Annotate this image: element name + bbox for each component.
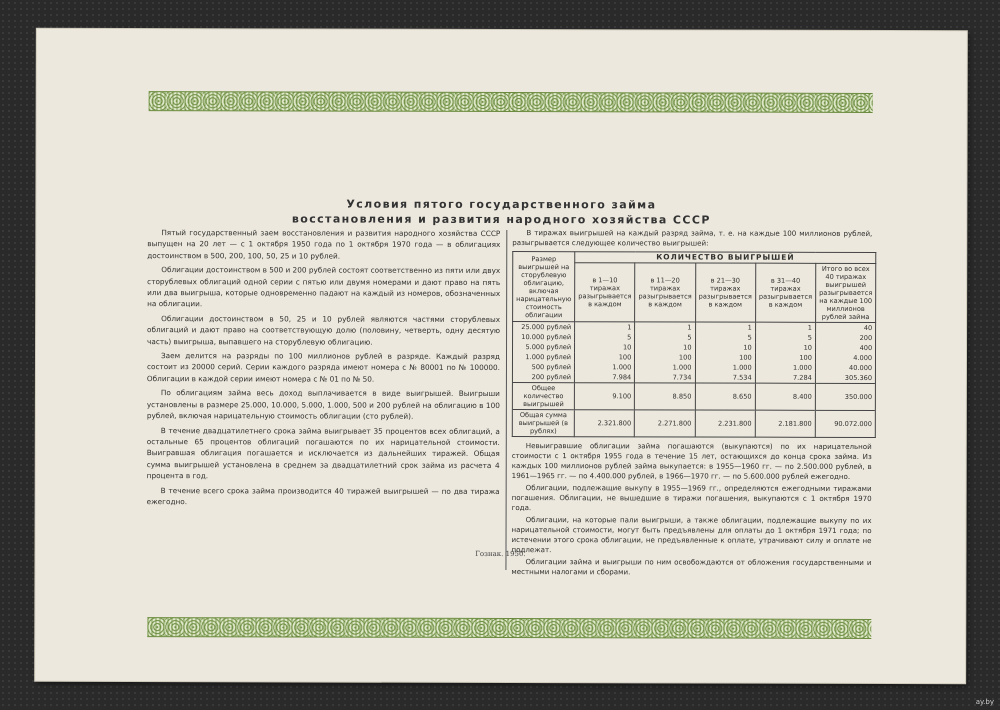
table-cell: 2.231.800 (695, 410, 755, 437)
table-cell: 5 (755, 333, 815, 343)
table-cell: 100 (695, 353, 755, 363)
prize-size: 5.000 рублей (513, 342, 575, 352)
column-divider (505, 230, 507, 570)
table-cell: 2.181.800 (755, 410, 815, 437)
site-watermark: ay.by (975, 698, 994, 706)
prize-size: 200 рублей (512, 372, 574, 383)
table-cell: 40.000 (815, 363, 875, 373)
table-row-total-sum (512, 410, 875, 438)
right-column-prizes (511, 228, 872, 580)
prize-size: 10.000 рублей (513, 332, 575, 342)
column-header: в 31—40 тиражах разыгрывается в каждом (755, 263, 815, 322)
prize-size: 1.000 рублей (512, 352, 574, 362)
table-cell: 8.650 (695, 383, 755, 410)
condition-paragraph: Облигации достоинством в 50, 25 и 10 рублей являются частями сторублевых облигаций и дают право на соответствующую долю (половину, четверть, одну десятую часть) выигрыша, выпавшего на сторублевую облигацию. (147, 313, 501, 347)
condition-paragraph: Заем делится на разряды по 100 миллионов рублей в разряде. Каждый разряд состоит из 20000 серий. Серии каждого разряда имеют номера с № 80001 по № 100000. Облигации в каждой серии имеют номера с № 01 по № 50. (146, 351, 501, 384)
table-cell: 400 (815, 343, 875, 353)
table-cell: 350.000 (815, 383, 875, 410)
table-cell: 7.534 (695, 373, 755, 384)
column-header: в 21—30 тиражах разыгрывается в каждом (695, 263, 755, 322)
prize-size-header: Размер выигрышей на сторублевую облигацию, включая нарицательную стоимость облигации (513, 252, 575, 322)
table-cell: 4.000 (815, 353, 875, 363)
prize-size: 500 рублей (512, 362, 574, 372)
table-cell: 7.284 (755, 373, 815, 384)
table-cell: 2.321.800 (574, 410, 634, 437)
table-cell: 10 (575, 342, 635, 352)
table-cell: 100 (575, 352, 635, 362)
table-cell: 1 (695, 322, 755, 333)
column-header-total: Итого во всех 40 тиражах выигрышей разыгрывается на каждые 100 миллионов рублей займа (816, 263, 876, 322)
table-cell: 5 (635, 332, 695, 342)
ornamental-border-bottom (147, 617, 871, 639)
note-paragraph: Облигации, подлежащие выкупу в 1955—1969 гг., определяются ежегодными тиражами погашения. Облигации, не вышедшие в тиражи погашения, выкупаются с 1 октября 1970 года. (511, 483, 872, 513)
table-cell: 2.271.800 (635, 410, 695, 437)
table-cell: 10 (635, 342, 695, 352)
table-row-total-count (512, 383, 875, 411)
table-cell: 7.734 (635, 372, 695, 383)
column-header: в 1—10 тиражах разыгрывается в каждом (575, 263, 635, 322)
document-title-line2: восстановления и развития народного хозяйства СССР (291, 212, 711, 227)
table-cell: 5 (575, 332, 635, 342)
table-cell: 1.000 (575, 362, 635, 372)
table-cell: 305.360 (815, 373, 875, 384)
note-paragraph: Облигации займа и выигрыши по ним освобождаются от обложения государственными и местными налогами и сборами. (511, 557, 872, 577)
condition-paragraph: В течение двадцатилетнего срока займа выигрывает 35 процентов всех облигаций, а остальные 65 процентов облигаций погашаются по их нарицательной стоимости. Выигравшая облигация погашается и исключается из дальнейших тиражей. Общая сумма выигрышей установлена в среднем за двадцатилетний срок займа из расчета 4 процента в год. (146, 425, 500, 481)
total-sum-label: Общая сумма выигрышей (в рублях) (512, 410, 574, 437)
condition-paragraph: Облигации достоинством в 500 и 200 рублей состоят соответственно из пяти или двух сторублевых облигаций одной серии с пятью или двумя номерами и дают право на пять или два выигрыша, которые одновременно падают на каждый из номеров, обозначенных на облигации. (147, 265, 501, 309)
table-cell: 1.000 (695, 363, 755, 373)
bond-reverse-sheet (35, 29, 967, 683)
table-cell: 1.000 (755, 363, 815, 373)
document-title-line1: Условия пятого государственного займа (346, 197, 657, 212)
table-cell: 100 (755, 353, 815, 363)
table-cell: 10 (695, 343, 755, 353)
table-cell: 40 (815, 322, 875, 333)
table-cell: 1 (635, 322, 695, 333)
table-cell: 200 (815, 333, 875, 343)
table-cell: 9.100 (574, 383, 634, 410)
quantity-header: КОЛИЧЕСТВО ВЫИГРЫШЕЙ (575, 252, 876, 264)
condition-paragraph: По облигациям займа весь доход выплачивается в виде выигрышей. Выигрыши установлены в размере 25.000, 10.000, 5.000, 1.000, 500 и 200 рублей на облигацию в 100 рублей, включая нарицательную стоимость облигации (сто рублей). (146, 388, 500, 421)
total-count-label: Общее количество выигрышей (512, 383, 574, 410)
table-cell: 8.400 (755, 383, 815, 410)
condition-paragraph: В течение всего срока займа производится 40 тиражей выигрышей — по два тиража ежегодно. (146, 485, 500, 507)
column-header: в 11—20 тиражах разыгрывается в каждом (635, 263, 695, 322)
condition-paragraph: Пятый государственный заем восстановления и развития народного хозяйства СССР выпущен на 20 лет — с 1 октября 1950 года по 1 октября 1970 года — в облигациях достоинством в 500, 200, 100, 50, 25 и 10 рублей. (147, 228, 501, 261)
left-column-conditions (147, 227, 501, 511)
printer-imprint: Гознак. 1950. (475, 549, 526, 559)
prize-size: 25.000 рублей (513, 322, 575, 333)
table-cell: 1.000 (635, 362, 695, 372)
table-cell: 8.850 (635, 383, 695, 410)
table-cell: 100 (635, 352, 695, 362)
table-cell: 5 (695, 333, 755, 343)
ornamental-border-top (149, 91, 873, 113)
prize-table (512, 251, 877, 438)
table-cell: 1 (575, 322, 635, 333)
table-cell: 7.984 (575, 372, 635, 383)
table-cell: 1 (755, 322, 815, 333)
table-cell: 90.072.000 (815, 410, 875, 437)
note-paragraph: Облигации, на которые пали выигрыши, а также облигации, подлежащие выкупу по их нарицательной стоимости, могут быть предъявлены для оплаты до 1 октября 1971 года; по истечении этого срока облигации, не предъявленные к оплате, утрачивают силу и оплате не подлежат. (511, 515, 872, 555)
table-cell: 10 (755, 343, 815, 353)
note-paragraph: Невыигравшие облигации займа погашаются (выкупаются) по их нарицательной стоимости с 1 октября 1955 года в течение 15 лет, остающихся до конца срока займа. Из каждых 100 миллионов рублей займа выкупается: в 1955—1960 гг. — по 2.500.000 рублей, в 1961—1965 гг. — по 4.400.000 рублей, в 1966—1970 гг. — по 5.600.000 рублей ежегодно. (511, 441, 872, 481)
prize-intro: В тиражах выигрышей на каждый разряд займа, т. е. на каждые 100 миллионов рублей, разыгрывается следующее количество выигрышей: (512, 228, 873, 248)
